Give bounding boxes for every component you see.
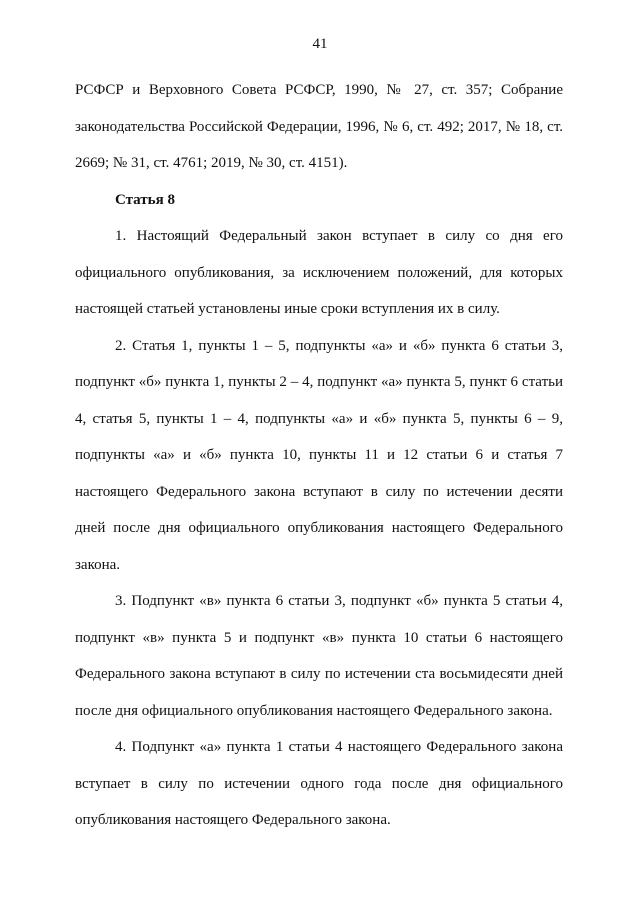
- article-paragraph-4: 4. Подпункт «а» пункта 1 статьи 4 настоящего Федерального закона вступает в силу по истечении одного года после дня официального опубликования настоящего Федерального закона.: [75, 739, 563, 828]
- document-body: [75, 72, 563, 839]
- article-paragraph-1: 1. Настоящий Федеральный закон вступает в силу со дня его официального опубликования, за исключением положений, для которых настоящей статьей установлены иные сроки вступления их в силу.: [75, 228, 563, 317]
- article-paragraph-3: 3. Подпункт «в» пункта 6 статьи 3, подпункт «б» пункта 5 статьи 4, подпункт «в» пункта 5 и подпункт «в» пункта 10 статьи 6 настоящего Федерального закона вступают в силу по истечении ста восьмидесяти дней после дня официального опубликования настоящего Федерального закона.: [75, 593, 563, 719]
- page-number: 41: [312, 36, 328, 52]
- intro-paragraph: РСФСР и Верховного Совета РСФСР, 1990, № 27, ст. 357; Собрание законодательства Российской Федерации, 1996, № 6, ст. 492; 2017, № 18, ст. 2669; № 31, ст. 4761; 2019, № 30, ст. 4151).: [75, 82, 563, 171]
- article-paragraph-2: 2. Статья 1, пункты 1 – 5, подпункты «а» и «б» пункта 6 статьи 3, подпункт «б» пункта 1, пункты 2 – 4, подпункт «а» пункта 5, пункт 6 статьи 4, статья 5, пункты 1 – 4, подпункты «а» и «б» пункта 5, пункты 6 – 9, подпункты «а» и «б» пункта 10, пункты 11 и 12 статьи 6 и статья 7 настоящего Федерального закона вступают в силу по истечении десяти дней после дня официального опубликования настоящего Федерального закона.: [75, 337, 563, 573]
- article-heading: Статья 8: [115, 191, 175, 208]
